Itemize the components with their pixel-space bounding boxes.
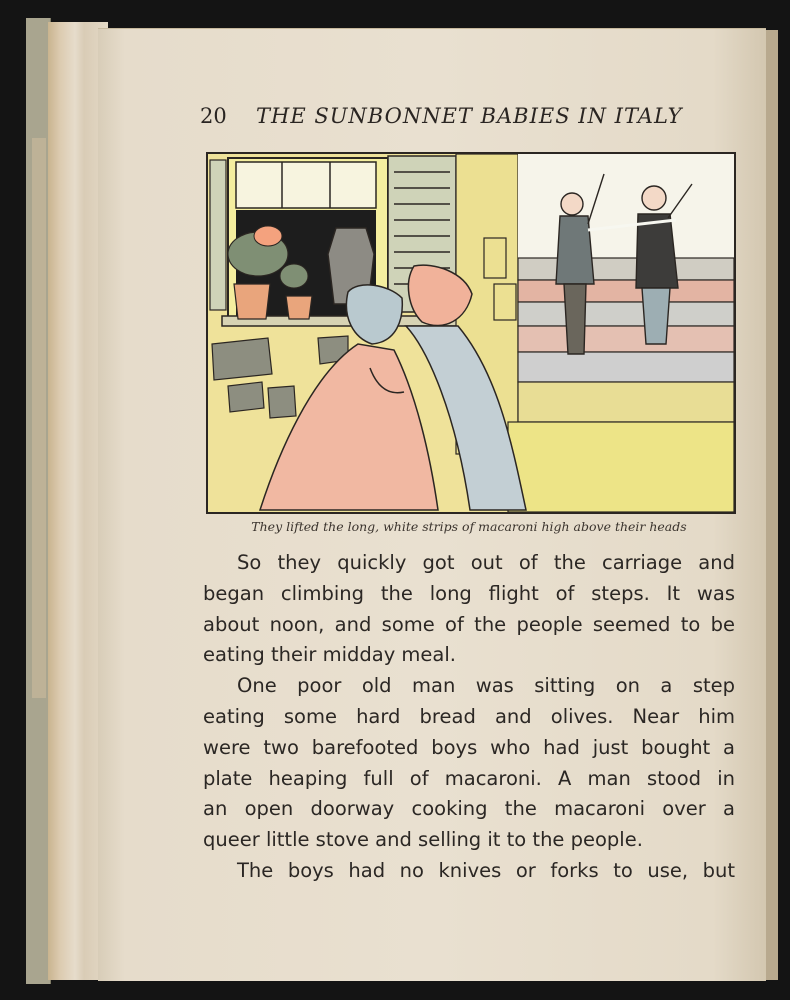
text-line: One poor old man was sitting on a step [237,674,735,698]
illustration-caption: They lifted the long, white strips of macaroni high above their heads [251,519,687,534]
body-text [203,548,735,887]
text-line: plate heaping full of macaroni. A man stood in [203,766,735,790]
sunbonnet-babies-illustration [208,154,734,512]
page-number: 20 [200,104,227,128]
text-line: eating some hard bread and olives. Near him [203,704,735,728]
illustration [206,152,736,514]
next-page-edge [766,30,778,980]
text-line: The boys had no knives or forks to use, but [237,858,735,882]
text-line: eating their midday meal. [203,643,456,667]
text-line: began climbing the long flight of steps. It was [203,581,735,605]
text-line: an open doorway cooking the macaroni over a [203,797,735,821]
running-title: THE SUNBONNET BABIES IN ITALY [256,104,683,128]
page-header [200,102,690,132]
text-line: about noon, and some of the people seemed to be [203,612,735,636]
text-line: were two barefooted boys who had just bought a [203,735,735,759]
text-line: queer little stove and selling it to the people. [203,828,643,852]
text-line: So they quickly got out of the carriage and [237,551,735,574]
